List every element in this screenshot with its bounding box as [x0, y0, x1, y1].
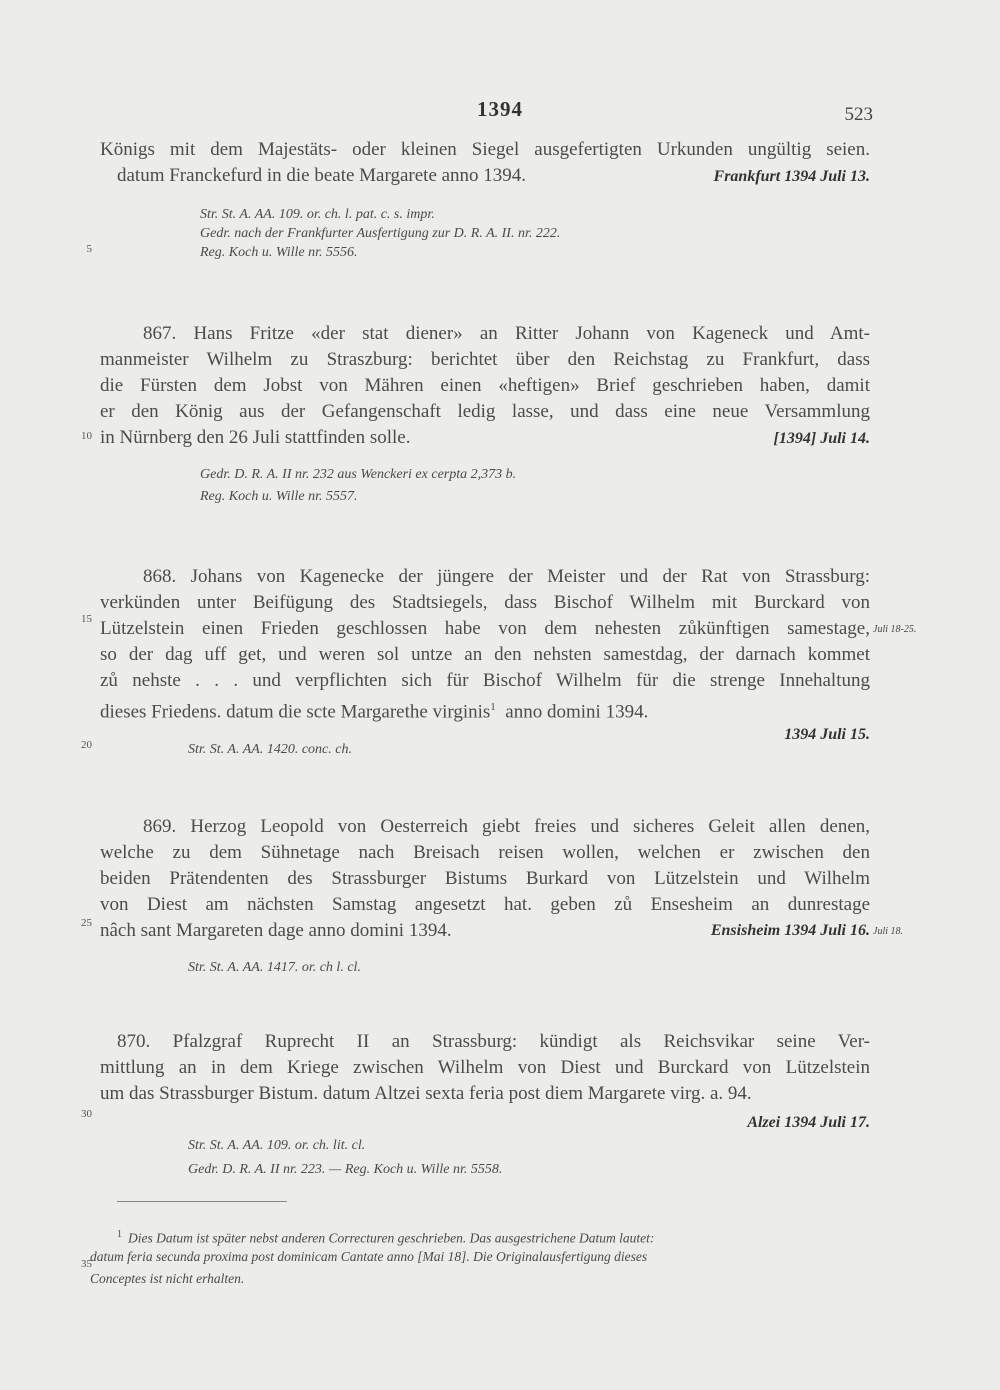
entry-870-line-2: mittlung an in dem Kriege zwischen Wilhelm von Diest und Burckard von Lützelstein [100, 1057, 870, 1078]
entry-869-source-1: Str. St. A. AA. 1417. or. ch l. cl. [188, 960, 361, 975]
footnote-line-3: Conceptes ist nicht erhalten. [90, 1271, 245, 1286]
entry-868-line-1: 868. Johans von Kagenecke der jüngere der Meister und der Rat von Strassburg: [143, 566, 870, 587]
footnote-rule [117, 1201, 287, 1202]
entry-869-date: Ensisheim 1394 Juli 16. [710, 922, 870, 939]
entry-867-line-2: manmeister Wilhelm zu Straszburg: berichtet über den Reichstag zu Frankfurt, dass [100, 349, 870, 370]
margin-note-868: Juli 18-25. [873, 624, 917, 635]
footnote-line-1: $^1$ Dies Datum ist später nebst anderen Correcturen geschrieben. Das ausgestrichene Datum lautet: [117, 1229, 655, 1246]
entry-867-source-2: Reg. Koch u. Wille nr. 5557. [200, 489, 358, 504]
entry-867-line-3: die Fürsten dem Jobst von Mähren einen «heftigen» Brief geschrieben haben, damit [100, 375, 870, 396]
line-number-10: 10 [81, 430, 92, 442]
entry-867-line-5: in Nürnberg den 26 Juli stattfinden solle. [100, 427, 411, 448]
intro-source-1: Str. St. A. AA. 109. or. ch. l. pat. c. s. impr. [200, 207, 435, 222]
entry-867-line-4: er den König aus der Gefangenschaft ledig lasse, und dass eine neue Versammlung [100, 401, 870, 422]
entry-868-source-1: Str. St. A. AA. 1420. conc. ch. [188, 742, 352, 757]
intro-date: Frankfurt 1394 Juli 13. [713, 168, 870, 185]
entry-867-source-1: Gedr. D. R. A. II nr. 232 aus Wenckeri ex cerpta 2,373 b. [200, 467, 517, 482]
entry-868-date: 1394 Juli 15. [784, 726, 870, 743]
entry-870-date: Alzei 1394 Juli 17. [747, 1114, 870, 1131]
page-number: 523 [844, 104, 873, 125]
entry-867-date: [1394] Juli 14. [773, 430, 870, 447]
intro-source-2: Gedr. nach der Frankfurter Ausfertigung zur D. R. A. II. nr. 222. [200, 226, 561, 241]
footnote-line-2: datum feria secunda proxima post dominicam Cantate anno [Mai 18]. Die Originalausfertigung dieses [90, 1249, 648, 1264]
entry-867-line-1: 867. Hans Fritze «der stat diener» an Ritter Johann von Kageneck und Amt- [143, 323, 870, 344]
entry-870-line-1: 870. Pfalzgraf Ruprecht II an Strassburg: kündigt als Reichsvikar seine Ver- [117, 1031, 871, 1052]
line-number-30: 30 [81, 1108, 92, 1120]
entry-868-line-3: Lützelstein einen Frieden geschlossen habe von dem nehesten zůkünftigen samestage, [100, 618, 870, 639]
entry-868-line-2: verkünden unter Beifügung des Stadtsiegels, dass Bischof Wilhelm mit Burckard von [100, 592, 870, 613]
entry-number: 868. [143, 566, 177, 587]
entry-870-line-3: um das Strassburger Bistum. datum Altzei sexta feria post diem Margarete virg. a. 94. [100, 1083, 752, 1104]
line-number-25: 25 [81, 917, 92, 929]
intro-source-3: Reg. Koch u. Wille nr. 5556. [200, 245, 358, 260]
entry-number: 867. [143, 323, 177, 344]
entry-869-line-5: nâch sant Margareten dage anno domini 1394. [100, 920, 452, 941]
footnote-mark: 1 [117, 1229, 122, 1240]
entry-number: 870. [117, 1031, 151, 1052]
entry-869-line-4: von Diest am nächsten Samstag angesetzt hat. geben zů Ensesheim an dunrestage [100, 894, 870, 915]
entry-868-line-5: zů nehste . . . und verpflichten sich für Bischof Wilhelm für die strenge Innehaltung [100, 670, 870, 691]
entry-869-line-1: 869. Herzog Leopold von Oesterreich giebt freies und sicheres Geleit allen denen, [143, 816, 871, 837]
entry-869-line-3: beiden Prätendenten des Strassburger Bistums Burkard von Lützelstein und Wilhelm [100, 868, 870, 889]
entry-869-line-2: welche zu dem Sühnetage nach Breisach reisen wollen, welchen er zwischen den [100, 842, 870, 863]
line-number-20: 20 [81, 739, 92, 751]
line-number-35: 35 [81, 1258, 92, 1270]
intro-line-2: datum Franckefurd in die beate Margarete anno 1394. [117, 165, 527, 186]
line-number-15: 15 [81, 613, 92, 625]
entry-number: 869. [143, 816, 177, 837]
margin-note-869: Juli 18. [873, 926, 903, 937]
line-number-5: 5 [86, 243, 92, 255]
intro-line-1: Königs mit dem Majestäts- oder kleinen Siegel ausgefertigten Urkunden ungültig seien. [100, 139, 870, 160]
running-head-year: 1394 [477, 97, 523, 121]
entry-870-source-1: Str. St. A. AA. 109. or. ch. lit. cl. [188, 1138, 366, 1153]
entry-868-line-4: so der dag uff get, und weren sol untze an den nehsten samestdag, der darnach kommet [100, 644, 870, 665]
entry-870-source-2: Gedr. D. R. A. II nr. 223. — Reg. Koch u. Wille nr. 5558. [188, 1162, 503, 1177]
entry-868-line-6: dieses Friedens. datum die scte Margarethe virginis$^1$ anno domini 1394. [100, 701, 649, 723]
footnote-ref: 1 [490, 701, 496, 713]
